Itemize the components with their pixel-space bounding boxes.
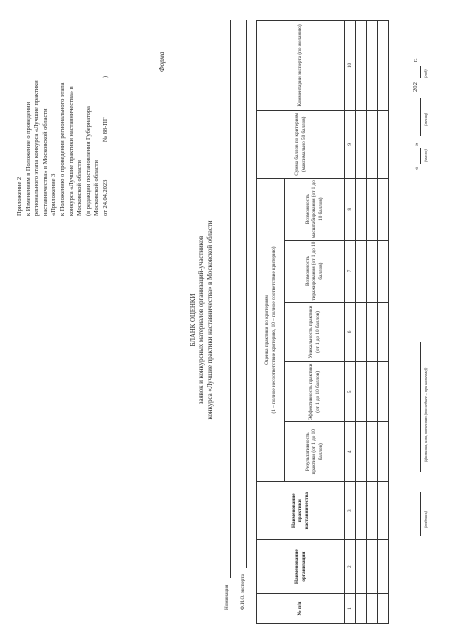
- appendix-number: № 88-ПГ: [101, 117, 109, 142]
- table-cell[interactable]: [378, 302, 389, 362]
- header-criterion-replication: Возможность тиражирования (от 1 до 10 баллов): [285, 240, 345, 302]
- title-line-2: заявок и конкурсных материалов организаций-участников: [198, 235, 206, 405]
- table-row: [356, 21, 367, 624]
- criteria-group-title: Оценка практики по критериям: [264, 295, 271, 365]
- nomination-label: Номинация: [224, 584, 230, 610]
- table-cell[interactable]: [367, 240, 378, 302]
- column-number: 6: [345, 302, 356, 362]
- appendix-block: [16, 6, 111, 216]
- table-cell[interactable]: [378, 482, 389, 540]
- column-number: 2: [345, 540, 356, 594]
- table-cell[interactable]: [378, 422, 389, 482]
- full-name-caption: (фамилия, имя, отчество (последнее – при наличии)): [423, 367, 428, 462]
- table-cell[interactable]: [378, 240, 389, 302]
- year-line[interactable]: [420, 66, 421, 78]
- day-caption: (число): [423, 149, 428, 162]
- table-cell[interactable]: [356, 110, 367, 178]
- appendix-line: конкурса «Лучшие практики наставничества» в: [67, 86, 75, 216]
- column-number: 10: [345, 21, 356, 111]
- table-cell[interactable]: [356, 422, 367, 482]
- table-row: [378, 21, 389, 624]
- column-number: 4: [345, 422, 356, 482]
- header-criteria-group: [257, 178, 285, 482]
- quote-open: «: [413, 166, 420, 170]
- full-name-line[interactable]: [420, 342, 421, 472]
- expert-field-line[interactable]: [246, 20, 247, 568]
- nomination-field-line[interactable]: [230, 20, 231, 578]
- header-practice: Наименование практики наставничества: [257, 482, 345, 540]
- header-criterion-scaling: Возможность масштабирования (от 1 до 10 баллов): [285, 178, 345, 240]
- table-cell[interactable]: [356, 482, 367, 540]
- header-criterion-uniqueness: Уникальность практики (от 1 до 10 баллов): [285, 302, 345, 362]
- table-cell[interactable]: [356, 240, 367, 302]
- forma-label: Форма: [158, 51, 166, 72]
- table-cell[interactable]: [367, 362, 378, 422]
- table-cell[interactable]: [356, 362, 367, 422]
- table-cell[interactable]: [356, 302, 367, 362]
- appendix-line: «Приложение 3: [50, 173, 58, 216]
- header-criterion-efficiency: Эффективность практики (от 1 до 10 баллов): [285, 362, 345, 422]
- table-cell[interactable]: [378, 362, 389, 422]
- month-line[interactable]: [420, 98, 421, 136]
- form-title: [190, 150, 215, 490]
- appendix-date: от 24.04.2023: [101, 179, 109, 216]
- day-line[interactable]: [420, 148, 421, 164]
- column-number: 7: [345, 240, 356, 302]
- table-cell[interactable]: [367, 110, 378, 178]
- appendix-close-paren: ): [101, 75, 109, 78]
- appendix-line: к Изменениям в Положение о проведении: [24, 101, 32, 216]
- header-organization: Наименование организации: [257, 540, 345, 594]
- title-line-1: БЛАНК ОЦЕНКИ: [190, 293, 197, 347]
- table-cell[interactable]: [378, 540, 389, 594]
- table-cell[interactable]: [367, 302, 378, 362]
- appendix-line: наставничества» в Московской области: [41, 108, 49, 216]
- table-cell[interactable]: [378, 178, 389, 240]
- signature-caption: (подпись): [423, 511, 428, 528]
- title-line-3: конкурса «Лучшие практики наставничества» в Московской области: [206, 220, 214, 420]
- table-cell[interactable]: [367, 422, 378, 482]
- header-comment: Комментарии эксперта (по желанию): [257, 21, 345, 111]
- table-cell[interactable]: [378, 594, 389, 624]
- header-no: № п/п: [257, 594, 345, 624]
- table-cell[interactable]: [356, 594, 367, 624]
- table-cell[interactable]: [356, 540, 367, 594]
- year-suffix: г.: [412, 58, 419, 62]
- criteria-group-subtitle: (1 – полное несоответствие критерию, 10 – полное соответствие критерию): [270, 246, 277, 414]
- appendix-line: Московской области: [93, 160, 101, 216]
- table-cell[interactable]: [356, 178, 367, 240]
- year-caption: (год): [423, 69, 428, 78]
- month-caption: (месяц): [423, 112, 428, 126]
- quote-close: »: [413, 142, 420, 146]
- year-prefix: 202: [412, 82, 419, 92]
- column-number: 9: [345, 110, 356, 178]
- expert-label: Ф.И.О. эксперта: [240, 574, 246, 610]
- table-cell[interactable]: [367, 178, 378, 240]
- table-cell[interactable]: [367, 594, 378, 624]
- table-cell[interactable]: [356, 21, 367, 111]
- evaluation-table: [256, 20, 389, 624]
- column-number: 8: [345, 178, 356, 240]
- table-cell[interactable]: [367, 540, 378, 594]
- appendix-line: (в редакции постановления Губернатора: [84, 106, 92, 216]
- appendix-line: к Положению о проведении регионального этапа: [58, 82, 66, 216]
- table-cell[interactable]: [367, 21, 378, 111]
- column-number: 5: [345, 362, 356, 422]
- table-row: [367, 21, 378, 624]
- appendix-line: регионального этапа конкурса «Лучшие практики: [33, 80, 41, 216]
- header-sum: Сумма баллов по критериям (максимально 50 баллов): [257, 110, 345, 178]
- table-cell[interactable]: [367, 482, 378, 540]
- signature-line[interactable]: [420, 492, 421, 536]
- header-criterion-results: Результативность практики (от 1 до 10 баллов): [285, 422, 345, 482]
- appendix-line: Московской области: [76, 160, 84, 216]
- table-cell[interactable]: [378, 110, 389, 178]
- table-cell[interactable]: [378, 21, 389, 111]
- column-number: 1: [345, 594, 356, 624]
- appendix-line: Приложение 2: [16, 176, 23, 216]
- column-number: 3: [345, 482, 356, 540]
